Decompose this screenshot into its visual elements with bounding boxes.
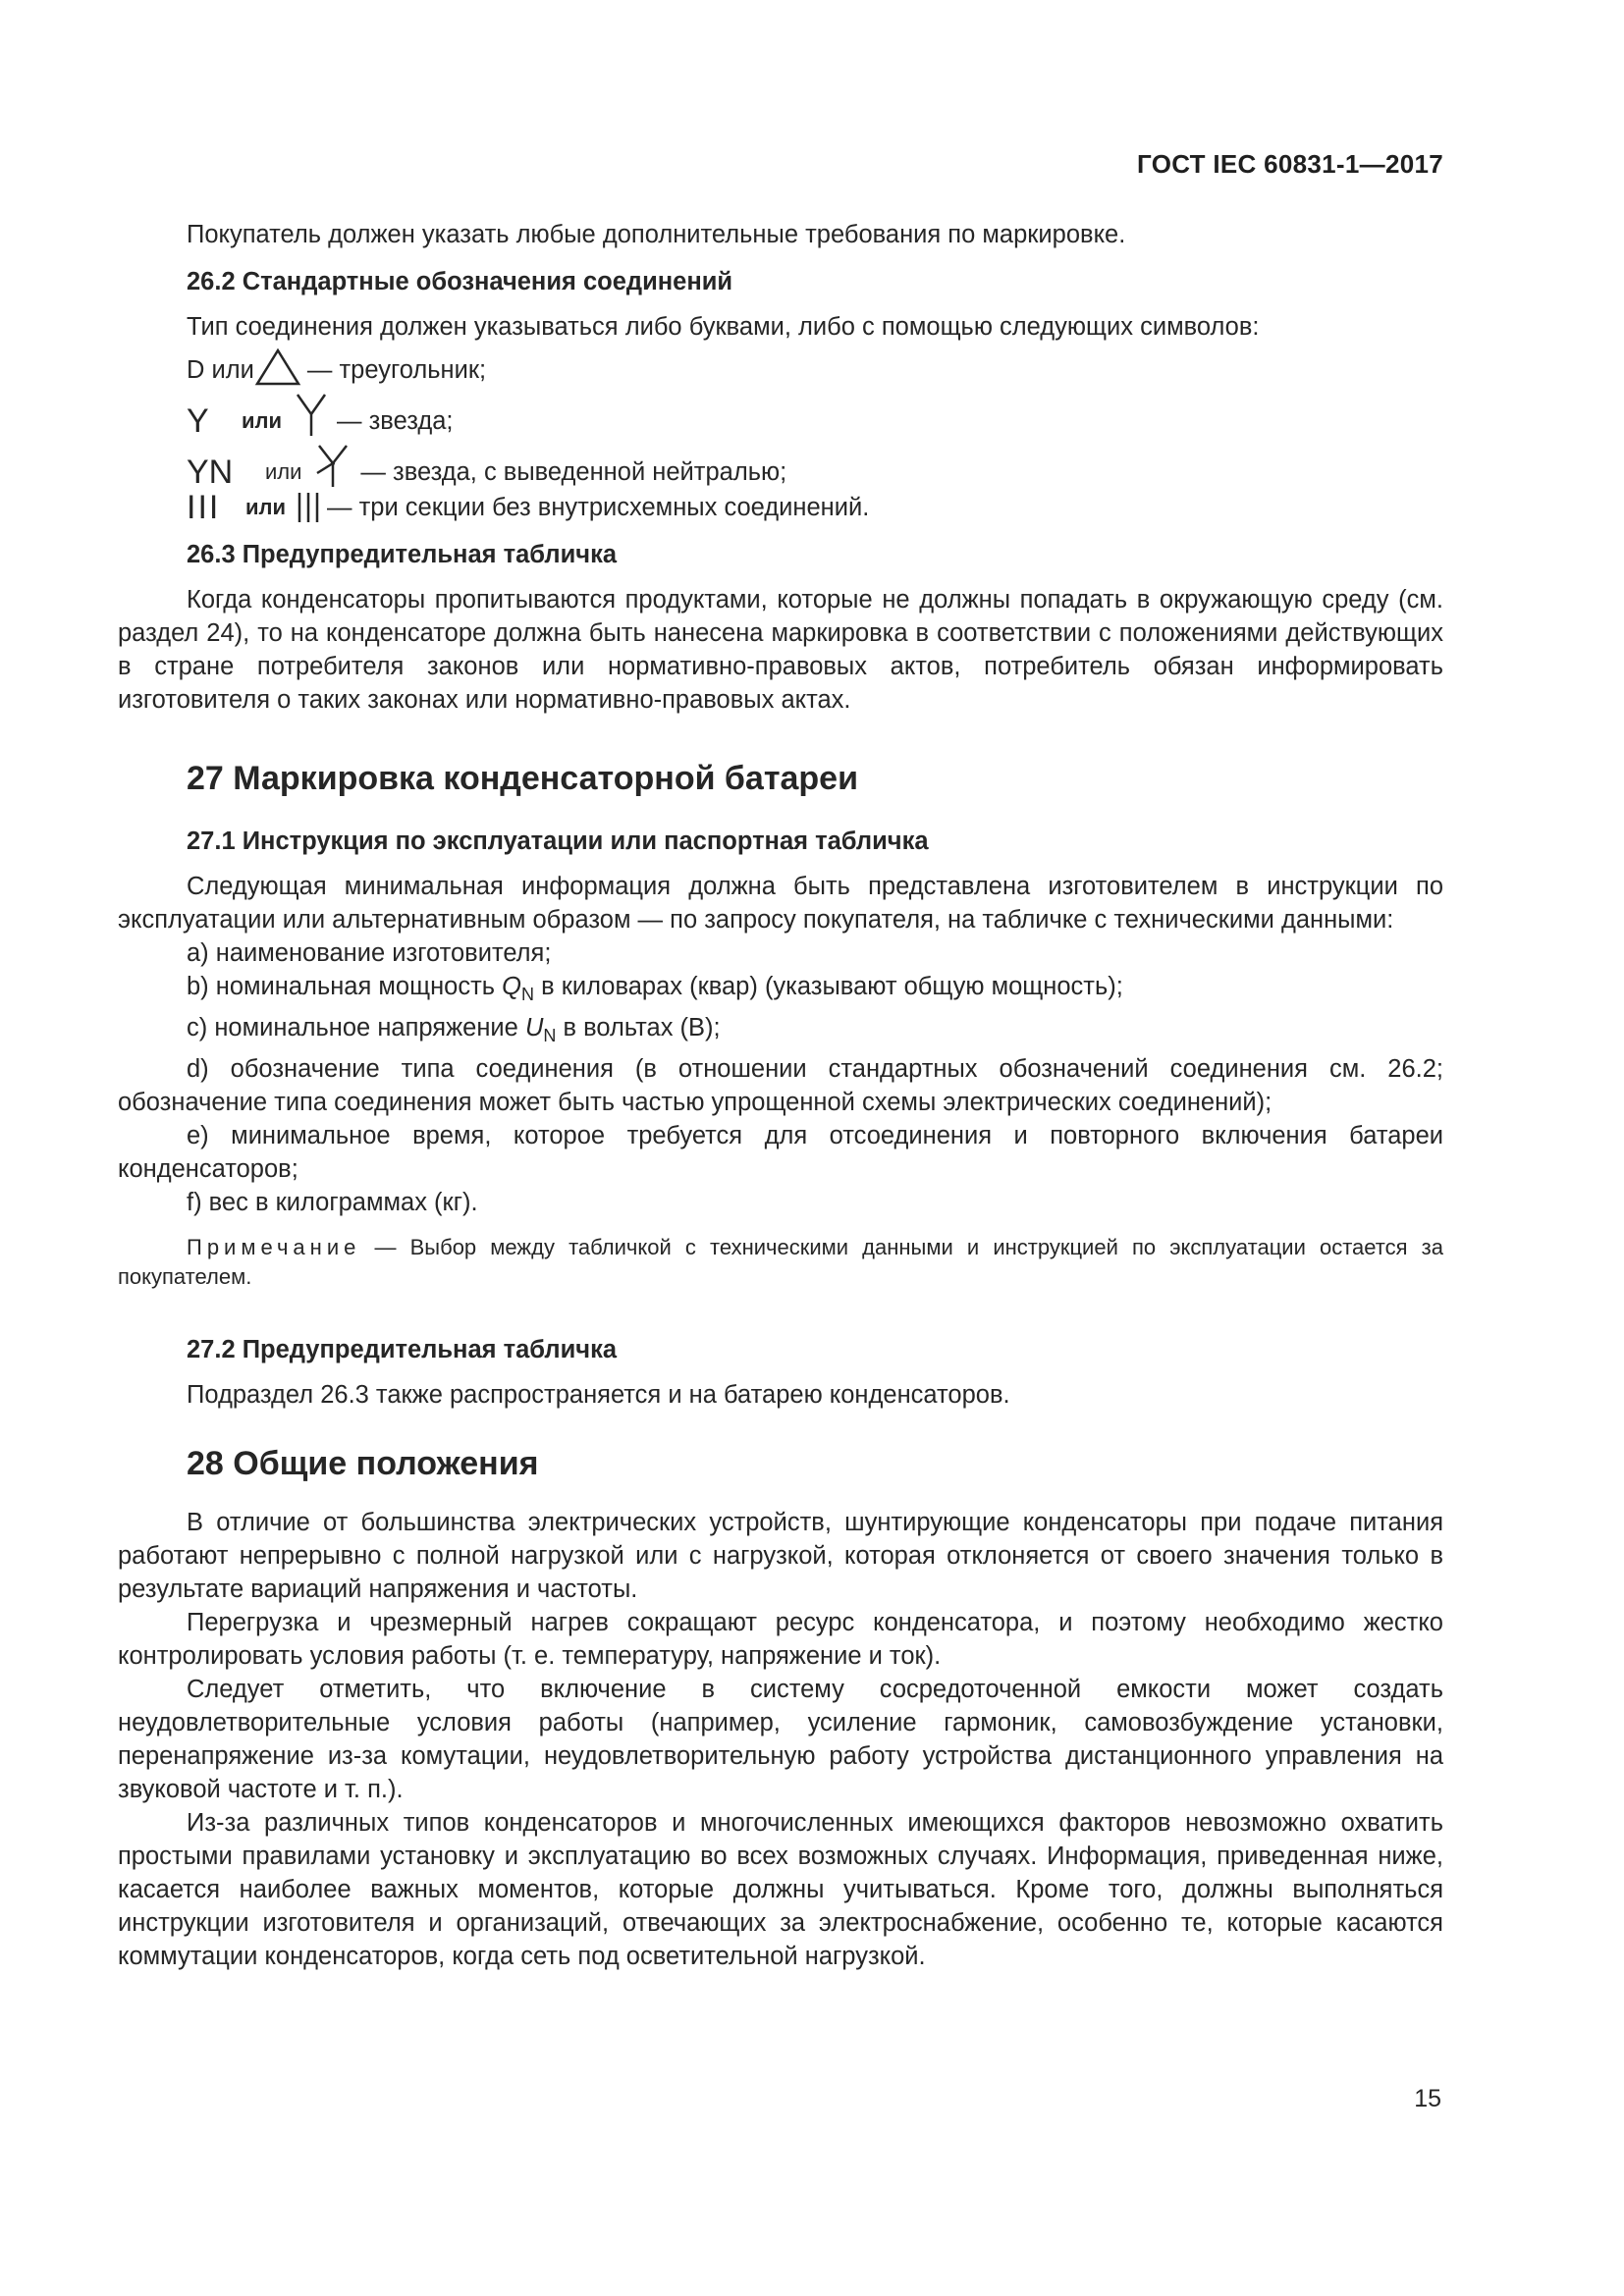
section-26-2-text: Тип соединения должен указываться либо буквами, либо с помощью следующих символов: — [187, 313, 1260, 341]
symbol-description: — треугольник; — [306, 356, 487, 384]
triangle-icon — [254, 347, 301, 387]
symbol-row-star — [187, 393, 1443, 438]
page-number: 15 — [1414, 2085, 1441, 2112]
symbol-description: — звезда; — [337, 407, 454, 435]
symbol-description: — три секции без внутрисхемных соединений. — [327, 494, 870, 521]
symbol-row-three-sections — [187, 491, 1443, 524]
section-27-1-text: Следующая минимальная информация должна быть представлена изготовителем в инструкции по эксплуатации или альтернативным образом — по запросу покупателя, на табличке с техническими данными: — [118, 873, 1443, 934]
section-28-paragraph: В отличие от большинства электрических устройств, шунтирующие конденсаторы при подаче питания работают непрерывно с полной нагрузкой или с нагрузкой, которая отклоняется от своего значения только в результате вариаций напряжения и частоты. — [118, 1509, 1443, 1604]
section-27-2-text: Подраздел 26.3 также распространяется и на батарею конденсаторов. — [187, 1381, 1010, 1410]
list-item-a: a) наименование изготовителя; — [187, 939, 552, 967]
section-28-paragraph: Следует отметить, что включение в систему сосредоточенной емкости может создать неудовлетворительные условия работы (например, усиление гармоник, самовозбуждение установки, перенапряжение из-за комутации, неудовлетворительную работу устройства дистанционного управления на звуковой частоте и т. п.). — [118, 1676, 1443, 1804]
section-27-heading: 27 Маркировка конденсаторной батареи — [187, 760, 858, 797]
letter-designation: Y — [187, 402, 209, 440]
section-26-3-text: Когда конденсаторы пропитываются продуктами, которые не должны попадать в окружающую среду (см. раздел 24), то на конденсаторе должна быть нанесена маркировка в соответствии с положениями действующих в стране потребителя законов или нормативно-правовых актов, потребитель обязан информировать изготовителя о таких законах или нормативно-правовых актах. — [118, 586, 1443, 714]
list-item-d: d) обозначение типа соединения (в отношении стандартных обозначений соединения см. 26.2; обозначение типа соединения может быть частью упрощенной схемы электрических соединений); — [118, 1055, 1443, 1117]
symbol-row-star-neutral — [187, 444, 1443, 489]
or-label: или — [245, 495, 287, 519]
page-content — [118, 218, 1443, 1973]
star-icon — [292, 393, 331, 438]
list-item-b: b) номинальная мощность $Q_N$ в киловарах (квар) (указывают общую мощность); — [187, 973, 1123, 1005]
three-sections-icon — [296, 491, 323, 524]
list-item-f: f) вес в килограммах (кг). — [187, 1189, 478, 1217]
section-28-heading: 28 Общие положения — [187, 1445, 539, 1483]
section-26-3-heading: 26.3 Предупредительная табличка — [187, 541, 618, 568]
section-28-paragraph: Из-за различных типов конденсаторов и многочисленных имеющихся факторов невозможно охватить простыми правилами установку и эксплуатацию во всех возможных случаях. Информация, приведенная ниже, касается наиболее важных моментов, которые должны учитываться. Кроме того, должны выполняться инструкции изготовителя и организаций, отвечающих за электроснабжение, особенно те, которые касаются коммутации конденсаторов, когда сеть под осветительной нагрузкой. — [118, 1809, 1443, 1971]
section-27-1-heading: 27.1 Инструкция по эксплуатации или паспортная табличка — [187, 828, 929, 855]
symbol-description: — звезда, с выведенной нейтралью; — [360, 458, 787, 486]
intro-paragraph: Покупатель должен указать любые дополнительные требования по маркировке. — [187, 221, 1126, 248]
symbol-row-triangle — [187, 347, 1443, 387]
or-label: или — [242, 408, 283, 433]
letter-designation: III — [187, 489, 221, 526]
section-27-2-heading: 27.2 Предупредительная табличка — [187, 1336, 618, 1364]
section-26-2-heading: 26.2 Стандартные обозначения соединений — [187, 268, 733, 295]
or-label: или — [211, 356, 254, 384]
letter-designation: YN — [187, 454, 234, 491]
list-item-c: c) номинальное напряжение $U_N$ в вольтах (В); — [187, 1014, 721, 1046]
section-28-paragraph: Перегрузка и чрезмерный нагрев сокращают ресурс конденсатора, и поэтому необходимо жестко контролировать условия работы (т. е. температуру, напряжение и ток). — [118, 1609, 1443, 1671]
star-neutral-icon — [311, 444, 354, 489]
list-item-e: e) минимальное время, которое требуется для отсоединения и повторного включения батареи конденсаторов; — [118, 1122, 1443, 1184]
note-paragraph — [118, 1233, 1443, 1292]
note-text: — Выбор между табличкой с техническими данными и инструкцией по эксплуатации остается за покупателем. — [118, 1235, 1443, 1290]
letter-designation: D — [187, 356, 205, 384]
or-label: или — [265, 459, 302, 484]
note-label: Примечание — [187, 1235, 361, 1260]
standard-header: ГОСТ IEC 60831-1—2017 — [1137, 149, 1443, 179]
